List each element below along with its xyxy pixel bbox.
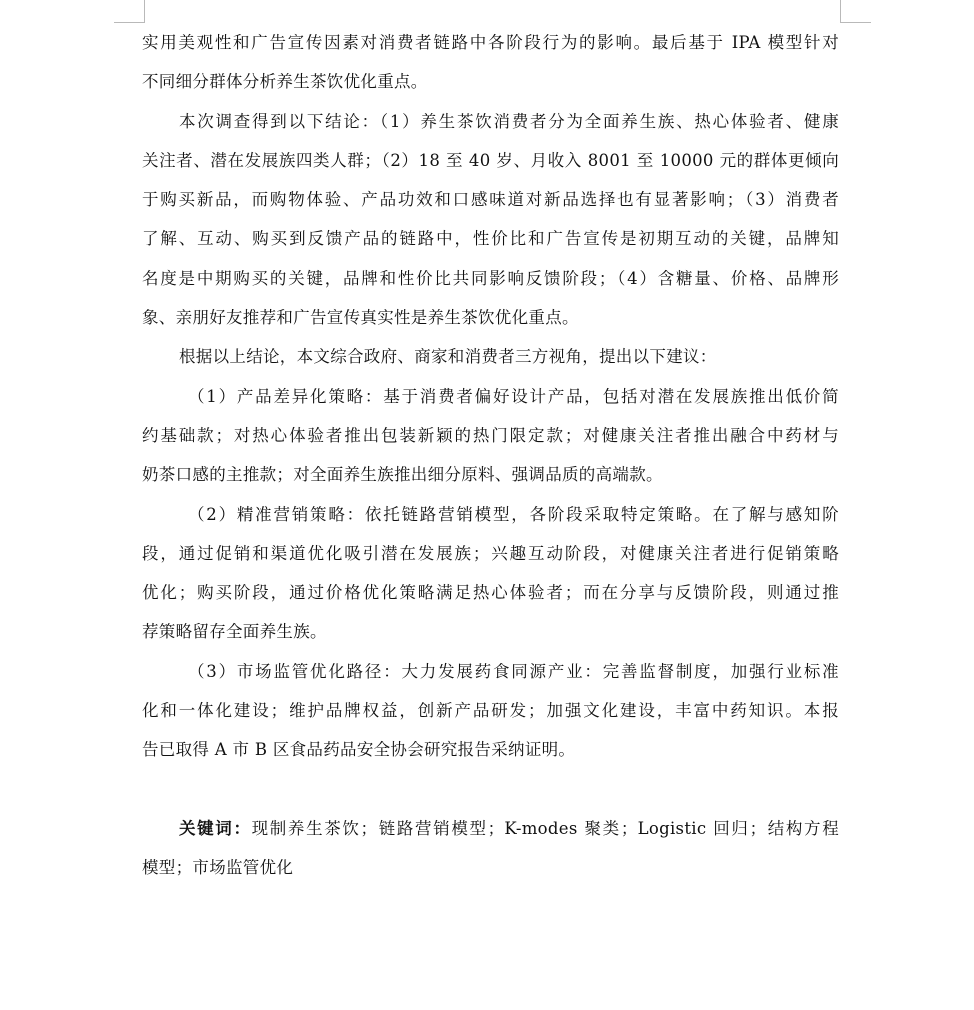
- text-line: 象、亲朋好友推荐和广告宣传真实性是养生茶饮优化重点。: [142, 308, 579, 328]
- keywords-label: 关键词：: [179, 818, 252, 838]
- paragraph-regulation: [142, 652, 839, 770]
- keywords-section: [142, 809, 839, 888]
- text-line: 本次调查得到以下结论：（1）养生茶饮消费者分为全面养生族、热心体验者、健康: [179, 111, 839, 131]
- body-text: [142, 23, 839, 888]
- text-line: 了解、互动、购买到反馈产品的链路中，性价比和广告宣传是初期互动的关键，品牌知: [142, 229, 839, 249]
- text-line: 名度是中期购买的关键，品牌和性价比共同影响反馈阶段；（4）含糖量、价格、品牌形: [142, 268, 839, 288]
- text-line: 不同细分群体分析养生茶饮优化重点。: [142, 72, 428, 92]
- keywords-line: [142, 809, 839, 848]
- text-line: 段，通过促销和渠道优化吸引潜在发展族；兴趣互动阶段，对健康关注者进行促销策略: [142, 543, 839, 563]
- text-line: 奶茶口感的主推款；对全面养生族推出细分原料、强调品质的高端款。: [142, 465, 663, 485]
- text-line: （3）市场监管优化路径：大力发展药食同源产业：完善监督制度，加强行业标准: [188, 661, 839, 681]
- paragraph-recommendations-intro: [142, 337, 839, 376]
- text-line: 告已取得 A 市 B 区食品药品安全协会研究报告采纳证明。: [142, 740, 576, 760]
- corner-mark-left: [114, 0, 145, 23]
- text-line: 约基础款；对热心体验者推出包装新颖的热门限定款；对健康关注者推出融合中药材与: [142, 425, 839, 445]
- text-line: （1）产品差异化策略：基于消费者偏好设计产品，包括对潜在发展族推出低价简: [188, 386, 839, 406]
- text-line: 于购买新品，而购物体验、产品功效和口感味道对新品选择也有显著影响；（3）消费者: [142, 190, 839, 210]
- text-line: （2）精准营销策略：依托链路营销模型，各阶段采取特定策略。在了解与感知阶: [188, 504, 839, 524]
- paragraph-product-strategy: [142, 377, 839, 495]
- paragraph-marketing-strategy: [142, 495, 839, 652]
- paragraph-conclusions: [142, 102, 839, 338]
- blank-line: [142, 770, 839, 809]
- text-line: 根据以上结论，本文综合政府、商家和消费者三方视角，提出以下建议：: [179, 347, 717, 367]
- text-line: 关注者、潜在发展族四类人群；（2）18 至 40 岁、月收入 8001 至 10000 元的群体更倾向: [142, 150, 839, 170]
- text-line: 优化；购买阶段，通过价格优化策略满足热心体验者；而在分享与反馈阶段，则通过推: [142, 583, 839, 603]
- text-line: 荐策略留存全面养生族。: [142, 622, 327, 642]
- keywords-text: 现制养生茶饮；链路营销模型；K-modes 聚类；Logistic 回归；结构方程: [251, 818, 839, 838]
- corner-mark-right: [840, 0, 871, 23]
- keywords-line-2: 模型；市场监管优化: [142, 858, 294, 878]
- text-line: 实用美观性和广告宣传因素对消费者链路中各阶段行为的影响。最后基于 IPA 模型针对: [142, 33, 839, 52]
- paragraph-continued: [142, 23, 839, 102]
- text-line: 化和一体化建设；维护品牌权益，创新产品研发；加强文化建设，丰富中药知识。本报: [142, 701, 839, 721]
